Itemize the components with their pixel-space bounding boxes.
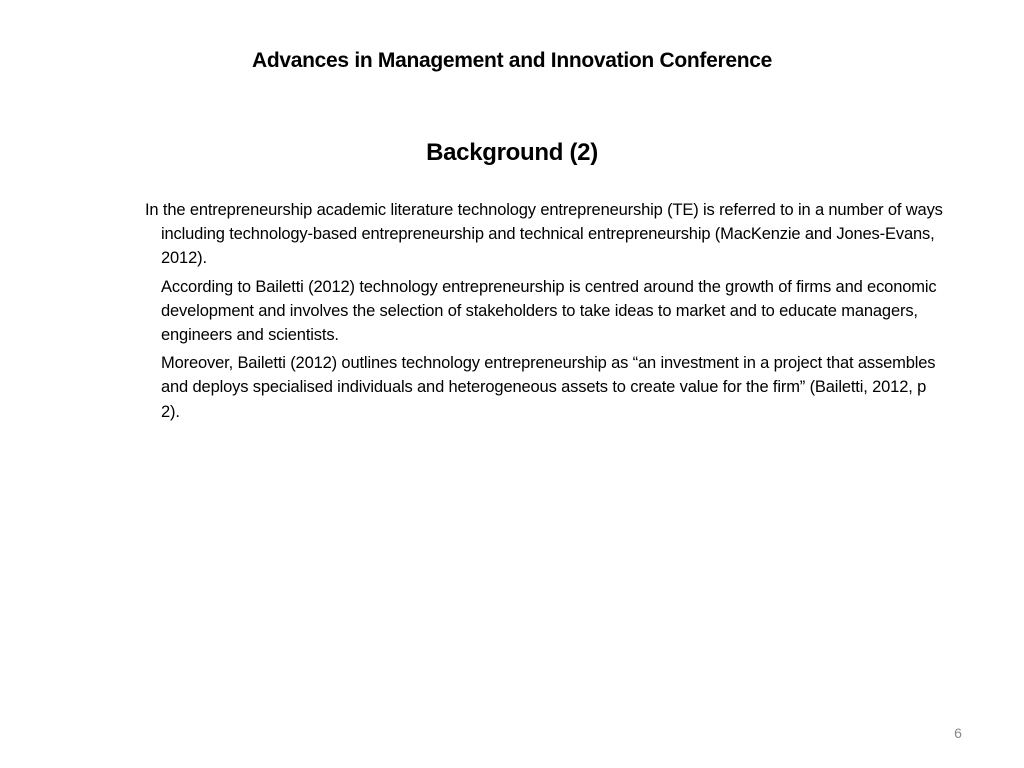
body-paragraph-2: According to Bailetti (2012) technology entrepreneurship is centred around the growth of firms and economic development and involves the selection of stakeholders to take ideas to market and to educate managers, engineers and scientists. [161, 277, 937, 345]
slide-body [145, 198, 945, 428]
page-number: 6 [954, 725, 962, 741]
conference-header-title: Advances in Management and Innovation Conference [251, 49, 773, 72]
slide-title: Background (2) [426, 139, 598, 166]
body-paragraph-3: Moreover, Bailetti (2012) outlines technology entrepreneurship as “an investment in a project that assembles and deploys specialised individuals and heterogeneous assets to create value for the firm” (Bailetti, 2012, p 2). [161, 354, 936, 421]
body-paragraph-1: In the entrepreneurship academic literature technology entrepreneurship (TE) is referred to in a number of ways including technology-based entrepreneurship and technical entrepreneurship (MacKenzie and Jones-Evans, 2012). [145, 201, 943, 268]
